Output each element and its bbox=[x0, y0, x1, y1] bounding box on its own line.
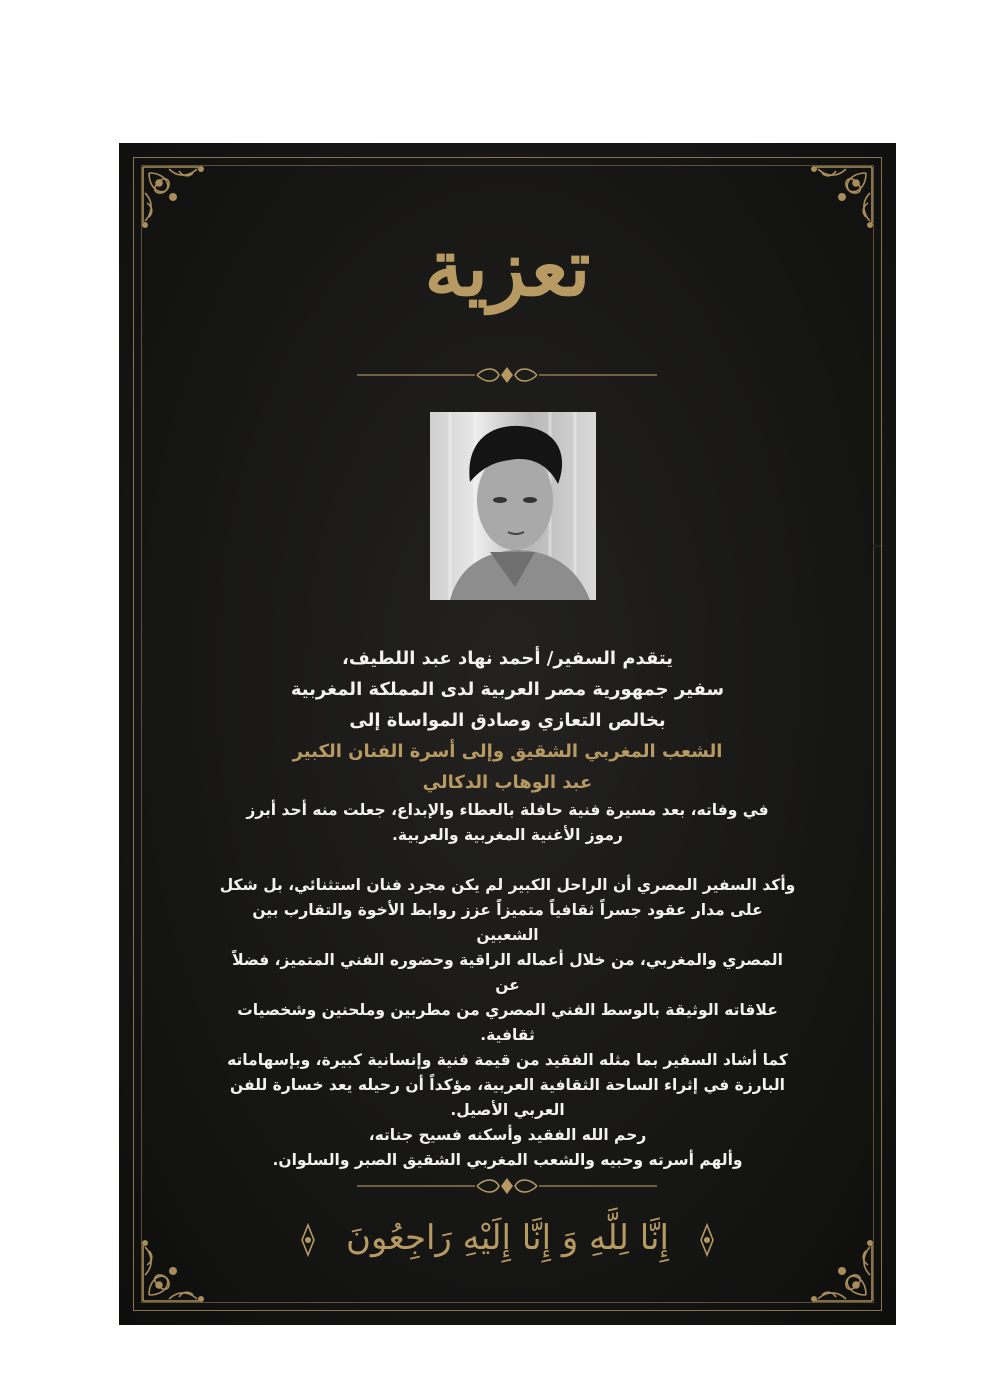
body-line: رحم الله الفقيد وأسكنه فسيح جناته، bbox=[368, 1126, 647, 1144]
fleur-ornament-icon bbox=[694, 1223, 720, 1257]
recipient-line: الشعب المغربي الشقيق وإلى أسرة الفنان الكبير bbox=[292, 741, 723, 762]
intro-line: سفير جمهورية مصر العربية لدى المملكة المغربية bbox=[290, 679, 725, 700]
body-line: العربي الأصيل. bbox=[450, 1101, 565, 1119]
divider-ornament-icon bbox=[357, 365, 657, 385]
fleur-ornament-icon bbox=[295, 1223, 321, 1257]
body-line: وألهم أسرته وحبيه والشعب المغربي الشقيق الصبر والسلوان. bbox=[272, 1151, 743, 1169]
condolence-card bbox=[119, 143, 896, 1325]
body-line: المصري والمغربي، من خلال أعماله الراقية وحضوره الفني المتميز، فضلاً عن bbox=[232, 951, 783, 994]
body-line: على مدار عقود جسراً ثقافياً متميزاً عزز روابط الأخوة والتقارب بين الشعبين bbox=[252, 901, 763, 944]
body-line: في وفاته، بعد مسيرة فنية حافلة بالعطاء والإبداع، جعلت منه أحد أبرز bbox=[246, 801, 769, 819]
page-title: تعزية bbox=[424, 223, 591, 314]
condolence-body bbox=[219, 798, 796, 1173]
intro-line: بخالص التعازي وصادق المواساة إلى bbox=[349, 710, 666, 731]
quran-verse-row bbox=[119, 1218, 896, 1258]
body-line: ثقافية. bbox=[480, 1026, 535, 1044]
quran-verse: إِنَّا لِلَّهِ وَ إِنَّا إِلَيْهِ رَاجِعُونَ bbox=[346, 1218, 669, 1258]
divider-ornament-icon bbox=[357, 1176, 657, 1196]
stray-dash-mark bbox=[873, 545, 881, 547]
artist-name: عبد الوهاب الدكالي bbox=[422, 772, 593, 793]
intro-line: يتقدم السفير/ أحمد نهاد عبد اللطيف، bbox=[341, 648, 674, 669]
body-line: كما أشاد السفير بما مثله الفقيد من قيمة فنية وإنسانية كبيرة، وبإسهاماته bbox=[227, 1051, 788, 1069]
body-line: رموز الأغنية المغربية والعربية. bbox=[392, 826, 623, 844]
body-line: وأكد السفير المصري أن الراحل الكبير لم يكن مجرد فنان استثنائي، بل شكل bbox=[219, 876, 796, 894]
intro-text bbox=[219, 643, 796, 798]
body-line: علاقاته الوثيقة بالوسط الفني المصري من مطربين وملحنين وشخصيات bbox=[237, 1001, 778, 1019]
body-line: البارزة في إثراء الساحة الثقافية العربية، مؤكداً أن رحيله يعد خسارة للفن bbox=[230, 1076, 785, 1094]
portrait-photo bbox=[430, 412, 596, 600]
